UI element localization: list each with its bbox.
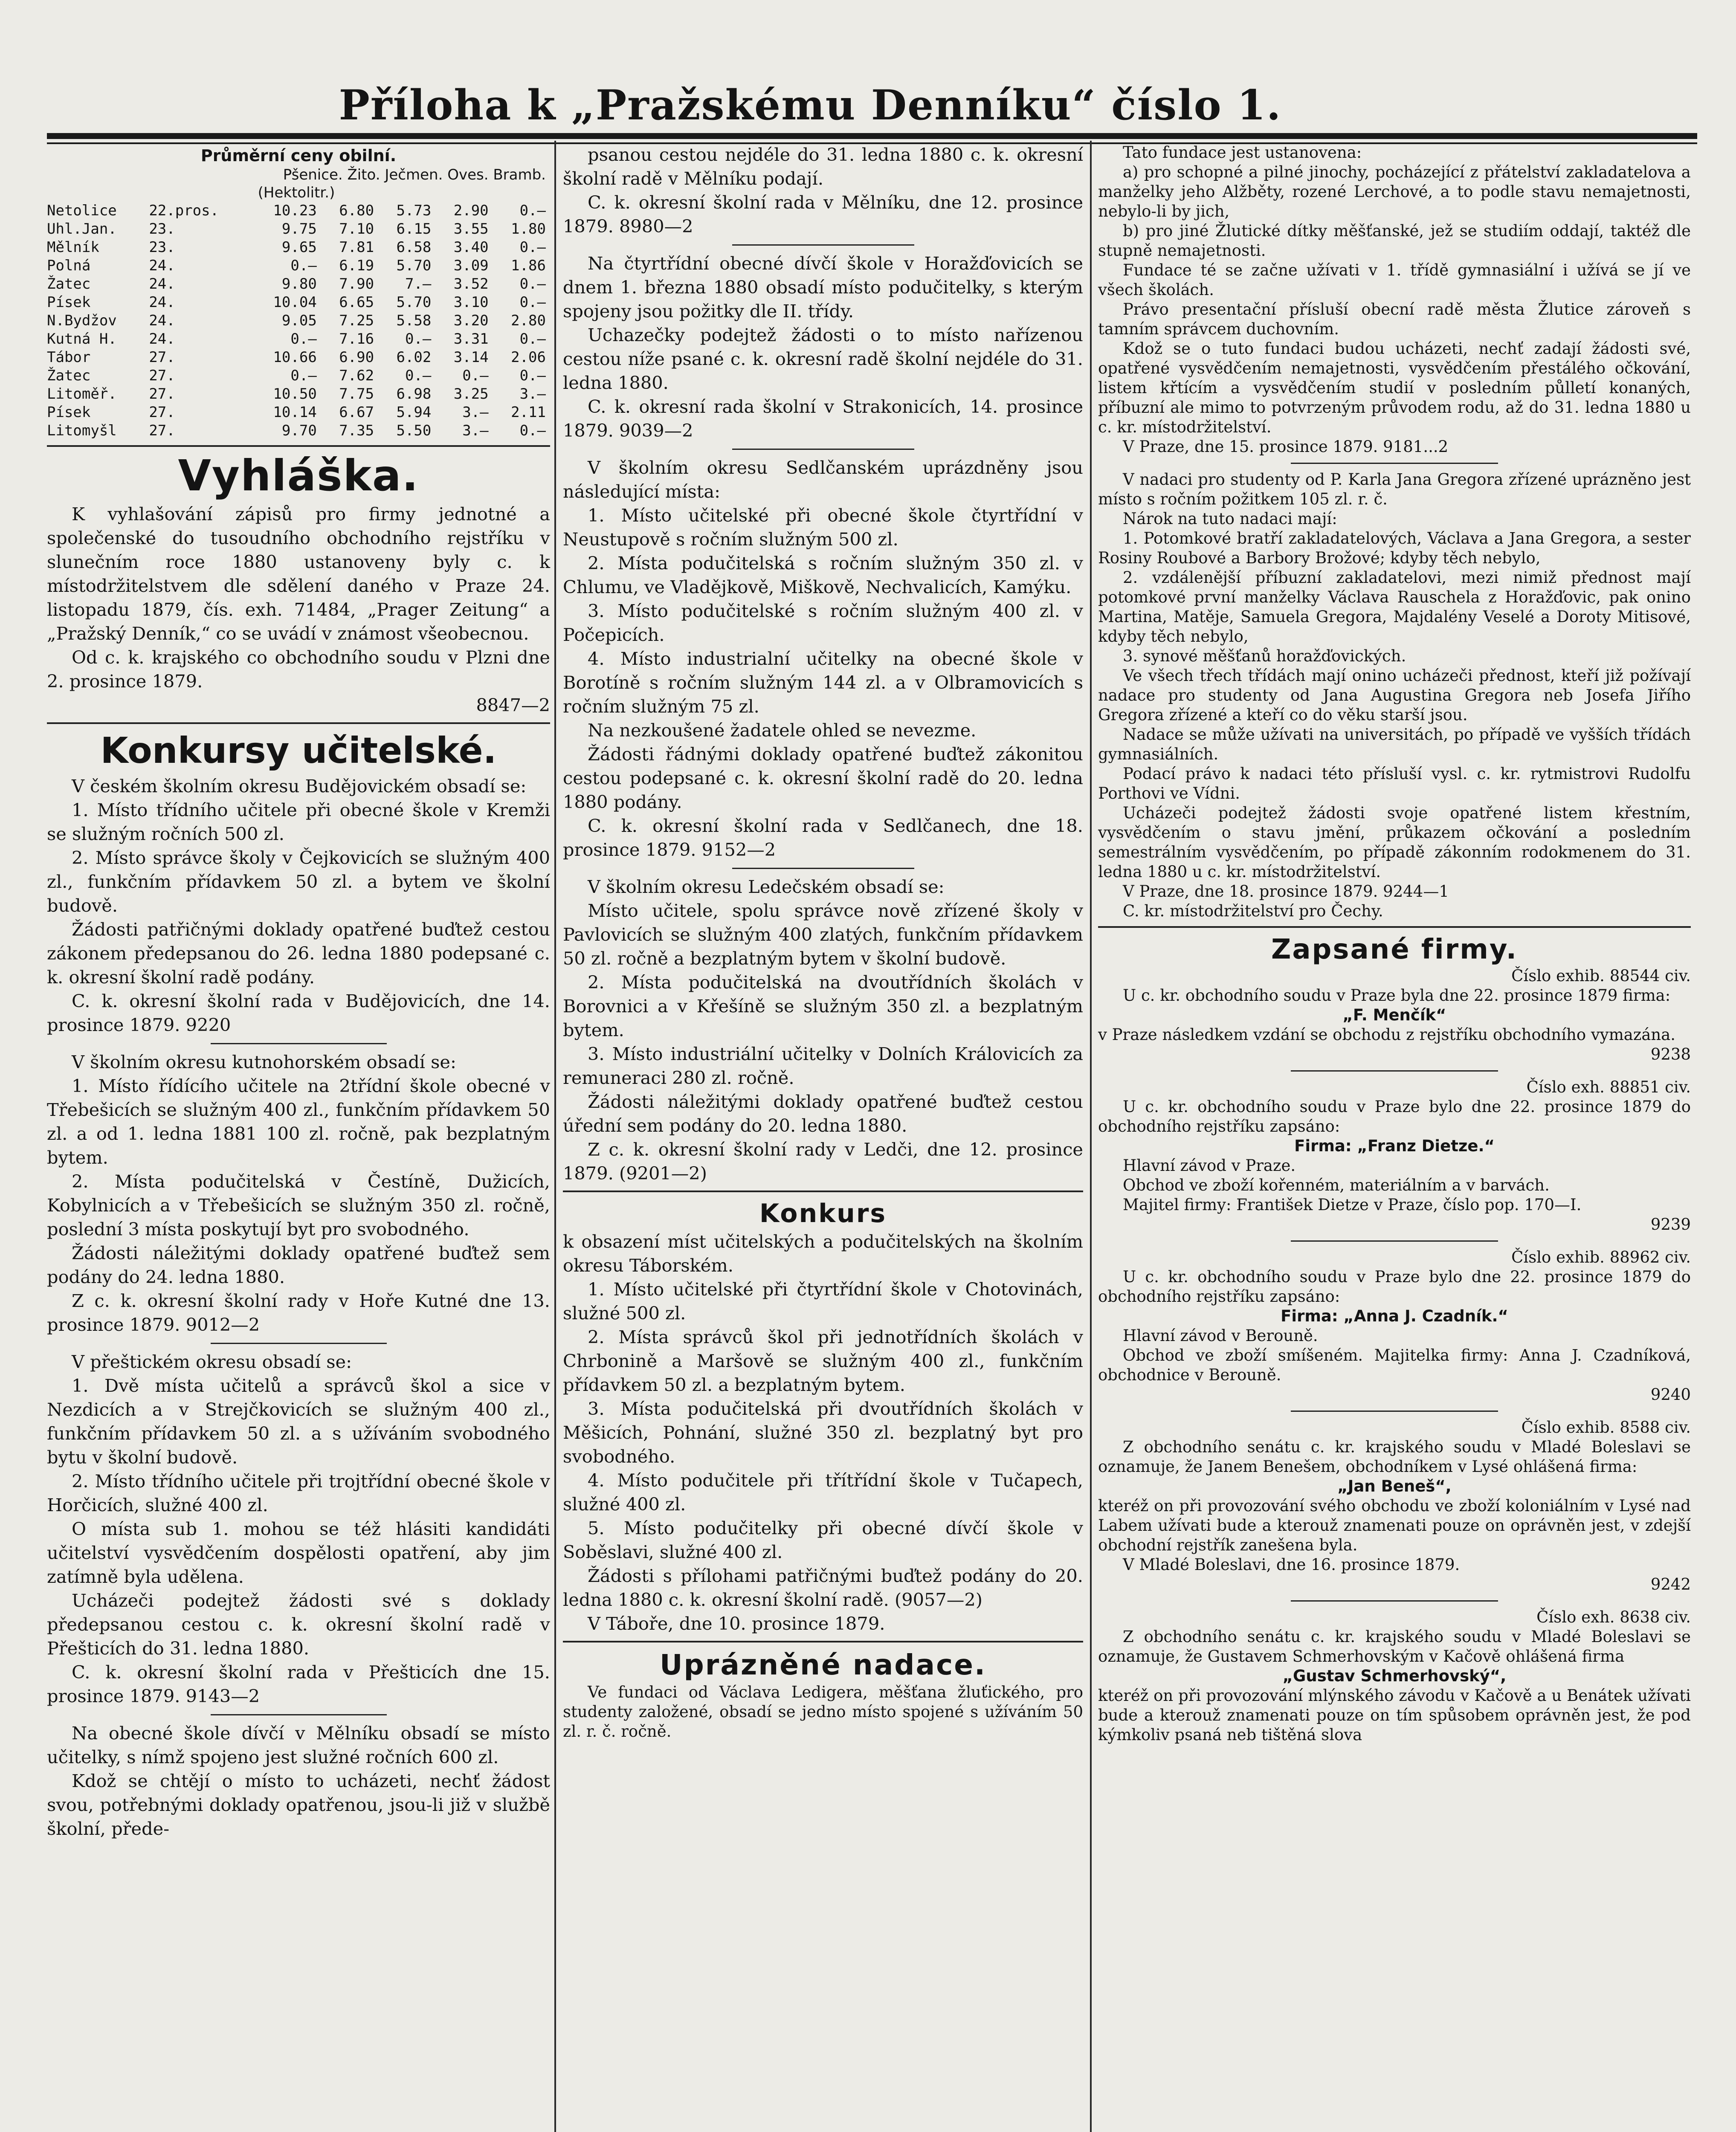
date-cell: 22.pros. bbox=[149, 202, 219, 219]
paragraph: Majitel firmy: František Dietze v Praze, číslo pop. 170—I. bbox=[1123, 1196, 1582, 1214]
column-2 bbox=[563, 143, 1083, 1741]
paragraph: 1. Místo řídícího učitele na 2třídní škole obecné v Třebešicích se služným 400 zl., funkčním přídavkem 50 zl. a od 1. ledna 1881 100 zl. ročně, pak bezplatným bytem. bbox=[47, 1075, 550, 1168]
paragraph: Fundace té se začne užívati v 1. třídě gymnasiální i užívá se jí ve všech školách. bbox=[1098, 261, 1691, 299]
reference-number: 9239 bbox=[1650, 1215, 1691, 1234]
reference-number: 9242 bbox=[1650, 1575, 1691, 1593]
paragraph: 1. Potomkové bratří zakladatelových, Václava a Jana Gregora, a sester Rosiny Roubové a Barbory Brožové; kdyby těch nebylo, bbox=[1098, 529, 1691, 567]
price-cell: 0.— bbox=[519, 330, 546, 348]
price-cell: 9.75 bbox=[281, 220, 317, 238]
price-cell: 9.65 bbox=[281, 239, 317, 256]
page-title: Příloha k „Pražskému Denníku“ číslo 1. bbox=[339, 81, 1282, 129]
price-cell: 2.06 bbox=[511, 349, 546, 366]
date-cell: 27. bbox=[149, 367, 175, 384]
price-cell: 3.20 bbox=[453, 312, 489, 329]
paragraph: 5. Místo podučitelky při obecné dívčí škole v Soběslavi, služné 400 zl. bbox=[563, 1518, 1083, 1562]
price-cell: 7.81 bbox=[339, 239, 374, 256]
notice-gregora bbox=[1098, 470, 1691, 921]
price-cell: 0.— bbox=[519, 367, 546, 384]
notice-ledigera bbox=[1098, 143, 1691, 457]
price-cell: 6.80 bbox=[339, 202, 374, 219]
town-cell: Litomyšl bbox=[47, 422, 117, 439]
price-row bbox=[47, 293, 550, 312]
divider bbox=[732, 244, 914, 246]
price-cell: 0.— bbox=[290, 330, 317, 348]
paragraph: Ve všech třech třídách mají onino ucházeči přednost, kteří již požívají nadace pro studenty od Jana Augustina Gregora neb Josefa Jiřího Gregora zřízené a kteří co do věku starší jsou. bbox=[1098, 666, 1691, 724]
price-cell: 3.— bbox=[462, 404, 489, 421]
section-heading-nadace: Uprázněné nadace. bbox=[659, 1648, 987, 1681]
price-cell: 6.67 bbox=[339, 404, 374, 421]
price-row bbox=[47, 257, 550, 275]
notice-horazdovice bbox=[563, 252, 1083, 443]
paragraph: V Praze, dne 15. prosince 1879. 9181...2 bbox=[1123, 437, 1449, 456]
price-cell: 5.73 bbox=[396, 202, 432, 219]
paragraph: Místo učitele, spolu správce nově zřízené školy v Pavlovicích se služným 400 zlatých, funkčním přídavkem 50 zl. ročně a bezplatným bytem v školní budově. bbox=[563, 900, 1083, 969]
price-cell: 2.90 bbox=[453, 202, 489, 219]
section-heading-vyhlaska: Vyhláška. bbox=[178, 451, 419, 501]
paragraph: kteréž on při provozování mlýnského závodu v Kačově a u Benátek užívati bude a kterouž znamenati pouze on tím spůsobem oprávněn jest, že pod kýmkoliv psaná neb tištěná slova bbox=[1098, 1686, 1691, 1744]
price-row bbox=[47, 312, 550, 330]
paragraph: V Praze, dne 18. prosince 1879. 9244—1 bbox=[1123, 882, 1449, 901]
paragraph: 2. Místa správců škol při jednotřídních školách v Chrbonině a Maršově se služným 400 zl., funkčním přídavkem 50 zl. a bezplatným bytem. bbox=[563, 1327, 1083, 1395]
paragraph: Žádosti náležitými doklady opatřené buďtež sem podány do 24. ledna 1880. bbox=[47, 1243, 550, 1287]
price-cell: 3.— bbox=[519, 385, 546, 403]
divider bbox=[47, 722, 550, 724]
town-cell: Tábor bbox=[47, 349, 91, 366]
date-cell: 27. bbox=[149, 349, 175, 366]
paragraph: C. k. okresní školní rada v Budějovicích, dne 14. prosince 1879. 9220 bbox=[47, 991, 550, 1035]
town-cell: Netolice bbox=[47, 202, 117, 219]
date-cell: 27. bbox=[149, 422, 175, 439]
column-1 bbox=[47, 143, 550, 1841]
date-cell: 27. bbox=[149, 404, 175, 421]
paragraph: V přeštickém okresu obsadí se: bbox=[72, 1351, 352, 1372]
price-row bbox=[47, 348, 550, 367]
price-row bbox=[47, 385, 550, 403]
notice-kutnohora bbox=[47, 1050, 550, 1337]
price-row bbox=[47, 202, 550, 220]
paragraph: Ucházeči podejtež žádosti svoje opatřené listem křestním, vysvědčením o stavu jmění, průkazem očkování a posledním semestrálním vysvědčením, po případě zákonním rodokmenem do 31. ledna 1880 u c. kr. místodržitelství. bbox=[1098, 804, 1691, 881]
date-cell: 23. bbox=[149, 239, 175, 256]
divider bbox=[1291, 1411, 1498, 1412]
reference-number: 9238 bbox=[1650, 1045, 1691, 1063]
paragraph: Na obecné škole dívčí v Mělníku obsadí se místo učitelky, s nímž spojeno jest služné ročních 600 zl. bbox=[47, 1723, 550, 1767]
price-cell: 10.50 bbox=[273, 385, 317, 403]
town-cell: Žatec bbox=[47, 275, 91, 293]
paragraph: U c. kr. obchodního soudu v Praze bylo dne 22. prosince 1879 do obchodního rejstříku zapsáno: bbox=[1098, 1098, 1691, 1136]
paragraph: Na čtyrtřídní obecné dívčí škole v Horažďovicích se dnem 1. března 1880 obsadí místo podučitelky, s kterým spojeny jsou požitky dle II. třídy. bbox=[563, 253, 1083, 322]
price-cell: 3.10 bbox=[453, 294, 489, 311]
paragraph: kteréž on při provozování svého obchodu ve zboží koloniálním v Lysé nad Labem užívati bude a kterouž znamenati pouze on oprávněn jest, v zdejší obchodní rejstřík zanešena byla. bbox=[1098, 1497, 1691, 1554]
paragraph: Žádosti řádnými doklady opatřené buďtež zákonitou cestou podepsané c. k. okresní školní radě do 20. ledna 1880 podány. bbox=[563, 744, 1083, 812]
notice-sedlcany bbox=[563, 456, 1083, 862]
town-cell: Písek bbox=[47, 404, 91, 421]
firm-name: „Gustav Schmerhovský“, bbox=[1282, 1667, 1507, 1685]
paragraph: Z obchodního senátu c. kr. krajského soudu v Mladé Boleslavi se oznamuje, že Janem Benešem, obchodníkem v Lysé ohlášená firma: bbox=[1098, 1438, 1691, 1476]
reference-number: 9240 bbox=[1650, 1385, 1691, 1404]
firm-name: Firma: „Anna J. Czadník.“ bbox=[1281, 1307, 1508, 1325]
town-cell: Kutná H. bbox=[47, 330, 117, 348]
exhibit-number: Číslo exh. 8638 civ. bbox=[1536, 1608, 1691, 1626]
firm-name: Firma: „Franz Dietze.“ bbox=[1294, 1137, 1495, 1155]
notice-tabor bbox=[563, 1277, 1083, 1636]
exhibit-number: Číslo exhib. 88962 civ. bbox=[1511, 1248, 1691, 1266]
reference-number: 8847—2 bbox=[476, 695, 550, 715]
date-cell: 24. bbox=[149, 330, 175, 348]
paragraph: k obsazení míst učitelských a podučitelských na školním okresu Táborském. bbox=[563, 1231, 1083, 1276]
town-cell: Litoměř. bbox=[47, 385, 117, 403]
exhibit-number: Číslo exh. 88851 civ. bbox=[1526, 1078, 1691, 1096]
divider bbox=[563, 1641, 1083, 1642]
price-cell: 5.50 bbox=[396, 422, 432, 439]
notice-ledec bbox=[563, 875, 1083, 1185]
paragraph: Obchod ve zboží kořenném, materiálním a v barvách. bbox=[1123, 1176, 1550, 1194]
paragraph: 3. Místa podučitelská při dvoutřídních školách v Měšicích, Pohnání, služné 350 zl. bezplatný byt pro svobodného. bbox=[563, 1398, 1083, 1467]
price-cell: 2.80 bbox=[511, 312, 546, 329]
paragraph: 2. Místa podučitelská na dvoutřídních školách v Borovnici a v Křešíně se služným 350 zl. a bezplatným bytem. bbox=[563, 972, 1083, 1040]
price-cell: 0.— bbox=[462, 367, 489, 384]
divider bbox=[211, 1043, 387, 1044]
price-cell: 1.86 bbox=[511, 257, 546, 274]
price-cell: 10.66 bbox=[273, 349, 317, 366]
paragraph: Žádosti patřičnými doklady opatřené buďtež cestou zákonem předepsanou do 26. ledna 1880 podepsané c. k. okresní školní radě podány. bbox=[47, 919, 550, 988]
column-3 bbox=[1098, 143, 1691, 1745]
prices-columns: Pšenice. Žito. Ječmen. Oves. Bramb. bbox=[283, 166, 546, 183]
paragraph: 1. Dvě místa učitelů a správců škol a sice v Nezdicích a v Strejčkovicích se služným 400 zl., funkčním přídavkem 50 zl. a s užíváním svobodného bytu v školní budově. bbox=[47, 1375, 550, 1468]
price-cell: 6.15 bbox=[396, 220, 432, 238]
paragraph: Hlavní závod v Praze. bbox=[1123, 1156, 1296, 1175]
paragraph: 2. vzdálenější příbuzní zakladatelovi, mezi nimiž přednost mají potomkové první manželky Václava Rauschela z Horažďovic, pak onino Martina, Matěje, Samuela Gregora, Majdalény Veselé a Doroty Mitisové, kdyby těch nebylo, bbox=[1098, 568, 1691, 646]
prices-table bbox=[47, 202, 550, 440]
price-cell: 6.02 bbox=[396, 349, 432, 366]
paragraph: Z c. k. okresní školní rady v Ledči, dne 12. prosince 1879. (9201—2) bbox=[563, 1139, 1083, 1184]
paragraph: Žádosti s přílohami patřičnými buďtež podány do 20. ledna 1880 c. k. okresní školní radě. (9057—2) bbox=[563, 1565, 1083, 1610]
paragraph: V Mladé Boleslavi, dne 16. prosince 1879. bbox=[1123, 1556, 1460, 1574]
paragraph: 2. Místa podučitelská s ročním služným 350 zl. v Chlumu, ve Vladějkově, Miškově, Nechvalicích, Kamýku. bbox=[563, 553, 1083, 597]
paragraph: Tato fundace jest ustanovena: bbox=[1123, 143, 1362, 162]
price-cell: 5.70 bbox=[396, 257, 432, 274]
paragraph: Od c. k. krajského co obchodního soudu v Plzni dne 2. prosince 1879. bbox=[47, 647, 550, 692]
price-cell: 5.70 bbox=[396, 294, 432, 311]
paragraph: 4. Místo industrialní učitelky na obecné škole v Borotíně s ročním služným 144 zl. a v Olbramovicích s ročním služným 75 zl. bbox=[563, 648, 1083, 717]
firm-entry bbox=[1098, 966, 1691, 1064]
paragraph: V školním okresu kutnohorském obsadí se: bbox=[72, 1052, 456, 1072]
paragraph: psanou cestou nejdéle do 31. ledna 1880 c. k. okresní školní radě v Mělníku podají. bbox=[563, 144, 1083, 189]
price-cell: 3.31 bbox=[453, 330, 489, 348]
price-cell: 1.80 bbox=[511, 220, 546, 238]
paragraph: U c. kr. obchodního soudu v Praze byla dne 22. prosince 1879 firma: bbox=[1123, 986, 1671, 1005]
prices-title: Průměrní ceny obilní. bbox=[200, 146, 397, 165]
paragraph: C. kr. místodržitelství pro Čechy. bbox=[1123, 902, 1383, 920]
price-cell: 0.— bbox=[519, 239, 546, 256]
date-cell: 27. bbox=[149, 385, 175, 403]
divider bbox=[732, 868, 914, 869]
paragraph: Uchazečky podejtež žádosti o to místo nařízenou cestou níže psané c. k. okresní radě školní nejdéle do 31. ledna 1880. bbox=[563, 324, 1083, 393]
paragraph: Podací právo k nadaci této přísluší vysl. c. kr. rytmistrovi Rudolfu Porthovi ve Vídni. bbox=[1098, 765, 1691, 802]
price-cell: 6.98 bbox=[396, 385, 432, 403]
paragraph: Obchod ve zboží smíšeném. Majitelka firmy: Anna J. Czadníková, obchodnice v Berouně. bbox=[1098, 1346, 1691, 1384]
divider bbox=[211, 1343, 387, 1344]
price-cell: 3.14 bbox=[453, 349, 489, 366]
price-cell: 10.14 bbox=[273, 404, 317, 421]
price-cell: 3.55 bbox=[453, 220, 489, 238]
paragraph: 3. Místo industriální učitelky v Dolních Královicích za remuneraci 280 zl. ročně. bbox=[563, 1043, 1083, 1088]
price-cell: 7.25 bbox=[339, 312, 374, 329]
divider bbox=[1291, 1240, 1498, 1242]
price-cell: 6.19 bbox=[339, 257, 374, 274]
section-heading-firmy: Zapsané firmy. bbox=[1271, 934, 1518, 965]
paragraph: Na nezkoušené žadatele ohled se nevezme. bbox=[588, 720, 977, 741]
price-row bbox=[47, 403, 550, 422]
divider bbox=[1098, 926, 1691, 928]
paragraph: Nárok na tuto nadaci mají: bbox=[1123, 510, 1337, 528]
date-cell: 24. bbox=[149, 257, 175, 274]
paragraph: Z obchodního senátu c. kr. krajského soudu v Mladé Boleslavi se oznamuje, že Gustavem Schmerhovským v Kačově ohlášená firma bbox=[1098, 1628, 1691, 1666]
divider bbox=[563, 1191, 1083, 1192]
firm-entry bbox=[1098, 1248, 1691, 1405]
column-divider bbox=[1090, 141, 1092, 2132]
price-cell: 0.— bbox=[519, 294, 546, 311]
price-cell: 0.— bbox=[405, 330, 432, 348]
price-cell: 3.40 bbox=[453, 239, 489, 256]
price-cell: 7.35 bbox=[339, 422, 374, 439]
price-cell: 6.58 bbox=[396, 239, 432, 256]
price-cell: 0.— bbox=[519, 422, 546, 439]
paragraph: Právo presentační přísluší obecní radě města Žlutice zároveň s tamním správcem duchovním. bbox=[1098, 300, 1691, 338]
divider bbox=[1291, 1600, 1498, 1602]
town-cell: Mělník bbox=[47, 239, 99, 256]
paragraph: V Táboře, dne 10. prosince 1879. bbox=[588, 1613, 885, 1634]
price-cell: 7.90 bbox=[339, 275, 374, 293]
price-cell: 0.— bbox=[290, 257, 317, 274]
paragraph: V školním okresu Sedlčanském uprázdněny jsou následující místa: bbox=[563, 457, 1083, 502]
paragraph: C. k. okresní školní rada v Sedlčanech, dne 18. prosince 1879. 9152—2 bbox=[563, 815, 1083, 860]
town-cell: Žatec bbox=[47, 367, 91, 384]
price-cell: 9.05 bbox=[281, 312, 317, 329]
price-cell: 7.— bbox=[405, 275, 432, 293]
paragraph: 2. Místo třídního učitele při trojtřídní obecné škole v Horčicích, služné 400 zl. bbox=[47, 1471, 550, 1515]
paragraph: V českém školním okresu Budějovickém obsadí se: bbox=[72, 776, 527, 797]
town-cell: Uhl.Jan. bbox=[47, 220, 117, 238]
price-cell: 9.80 bbox=[281, 275, 317, 293]
price-cell: 3.25 bbox=[453, 385, 489, 403]
notice-budejovice bbox=[47, 774, 550, 1037]
paragraph: Hlavní závod v Berouně. bbox=[1123, 1327, 1318, 1345]
paragraph: Kdož se chtějí o místo to ucházeti, nechť žádost svou, potřebnými doklady opatřenou, jsou-li již v službě školní, přede- bbox=[47, 1770, 550, 1839]
town-cell: Polná bbox=[47, 257, 91, 274]
paragraph: O místa sub 1. mohou se též hlásiti kandidáti učitelství vysvědčením dospělosti opatření, aby jim zatímně byla udělena. bbox=[47, 1518, 550, 1587]
price-cell: 0.— bbox=[519, 275, 546, 293]
firm-entry bbox=[1098, 1418, 1691, 1594]
firm-entry bbox=[1098, 1608, 1691, 1745]
column-divider bbox=[554, 141, 556, 2132]
price-cell: 9.70 bbox=[281, 422, 317, 439]
price-row bbox=[47, 220, 550, 238]
price-cell: 2.11 bbox=[511, 404, 546, 421]
price-cell: 7.16 bbox=[339, 330, 374, 348]
price-cell: 7.10 bbox=[339, 220, 374, 238]
paragraph: 1. Místo učitelské při obecné škole čtyrtřídní v Neustupově s ročním služným 500 zl. bbox=[563, 505, 1083, 550]
prices-unit: (Hektolitr.) bbox=[258, 184, 335, 201]
exhibit-number: Číslo exhib. 88544 civ. bbox=[1511, 967, 1691, 985]
date-cell: 24. bbox=[149, 275, 175, 293]
paragraph: V školním okresu Ledečském obsadí se: bbox=[588, 876, 945, 897]
paragraph: 2. Místa podučitelská v Čestíně, Dužicích, Kobylnicích a v Třebešicích se služným 350 zl. ročně, poslední 3 místa poskytují byt pro svobodného. bbox=[47, 1171, 550, 1240]
price-cell: 5.58 bbox=[396, 312, 432, 329]
divider bbox=[1291, 1070, 1498, 1072]
divider bbox=[47, 445, 550, 447]
paragraph: C. k. okresní rada školní v Strakonicích, 14. prosince 1879. 9039—2 bbox=[563, 396, 1083, 441]
paragraph: C. k. okresní školní rada v Mělníku, dne 12. prosince 1879. 8980—2 bbox=[563, 192, 1083, 237]
date-cell: 23. bbox=[149, 220, 175, 238]
firm-name: „F. Menčík“ bbox=[1342, 1006, 1446, 1024]
notice-prestice bbox=[47, 1350, 550, 1708]
paragraph: b) pro jiné Žlutické dítky měšťanské, jež se studiím oddají, taktéž dle stupně nemajetnosti. bbox=[1098, 222, 1691, 260]
price-cell: 3.— bbox=[462, 422, 489, 439]
divider bbox=[1291, 463, 1498, 464]
firm-entry bbox=[1098, 1078, 1691, 1234]
paragraph: C. k. okresní školní rada v Přešticích dne 15. prosince 1879. 9143—2 bbox=[47, 1662, 550, 1706]
divider bbox=[211, 1714, 387, 1715]
price-cell: 10.23 bbox=[273, 202, 317, 219]
notice-melnik bbox=[47, 1721, 550, 1841]
price-cell: 7.75 bbox=[339, 385, 374, 403]
paragraph: 4. Místo podučitele při třítřídní škole v Tučapech, služné 400 zl. bbox=[563, 1470, 1083, 1515]
section-heading-konkurs: Konkurs bbox=[759, 1199, 887, 1228]
price-cell: 0.— bbox=[519, 202, 546, 219]
price-cell: 5.94 bbox=[396, 404, 432, 421]
price-cell: 6.90 bbox=[339, 349, 374, 366]
price-cell: 7.62 bbox=[339, 367, 374, 384]
exhibit-number: Číslo exhib. 8588 civ. bbox=[1521, 1418, 1691, 1437]
paragraph: 2. Místo správce školy v Čejkovicích se služným 400 zl., funkčním přídavkem 50 zl. a bytem ve školní budově. bbox=[47, 847, 550, 916]
section-heading-konkursy: Konkursy učitelské. bbox=[100, 730, 497, 771]
price-row bbox=[47, 367, 550, 385]
paragraph: Nadace se může užívati na universitách, po případě ve vyšších třídách gymnasiálních. bbox=[1098, 725, 1691, 763]
price-cell: 3.09 bbox=[453, 257, 489, 274]
paragraph: 3. Místo podučitelské s ročním služným 400 zl. v Počepicích. bbox=[563, 600, 1083, 645]
paragraph: Ucházeči podejtež žádosti své s doklady předepsanou cestou c. k. okresní školní radě v Přešticích do 31. ledna 1880. bbox=[47, 1590, 550, 1659]
paragraph: K vyhlašování zápisů pro firmy jednotné a společenské do tusoudního obchodního rejstříku v slunečním roce 1880 ustanoveny byly c. k místodržitelstvem dle sdělení daného v Praze 24. listopadu 1879, čís. exh. 71484, „Prager Zeitung“ a „Pražský Denník,“ co se uvádí v známost všeobecnou. bbox=[47, 504, 550, 644]
price-row bbox=[47, 238, 550, 257]
paragraph: Z c. k. okresní školní rady v Hoře Kutné dne 13. prosince 1879. 9012—2 bbox=[47, 1290, 550, 1335]
price-cell: 0.— bbox=[405, 367, 432, 384]
header-rule bbox=[47, 133, 1697, 139]
paragraph: 1. Místo třídního učitele při obecné škole v Kremži se služným ročních 500 zl. bbox=[47, 800, 550, 844]
notice-melnik-cont bbox=[563, 143, 1083, 238]
town-cell: Písek bbox=[47, 294, 91, 311]
price-cell: 6.65 bbox=[339, 294, 374, 311]
paragraph: v Praze následkem vzdání se obchodu z rejstříku obchodního vymazána. bbox=[1098, 1025, 1676, 1044]
firm-name: „Jan Beneš“, bbox=[1337, 1477, 1452, 1495]
price-row bbox=[47, 422, 550, 440]
paragraph: 1. Místo učitelské při čtyrtřídní škole v Chotovinách, služné 500 zl. bbox=[563, 1279, 1083, 1324]
price-row bbox=[47, 330, 550, 348]
price-cell: 10.04 bbox=[273, 294, 317, 311]
paragraph: Žádosti náležitými doklady opatřené buďtež cestou úřední sem podány do 20. ledna 1880. bbox=[563, 1091, 1083, 1136]
date-cell: 24. bbox=[149, 294, 175, 311]
price-cell: 0.— bbox=[290, 367, 317, 384]
price-cell: 3.52 bbox=[453, 275, 489, 293]
paragraph: Kdož se o tuto fundaci budou ucházeti, nechť zadají žádosti své, opatřené vysvědčením nemajetnosti, vysvědčením přestálého očkování, listem křtícím a vysvědčením studií v posledním půlletí konaných, příbuzní ale mimo to potvrzeným průvodem rodu, až do 31. ledna 1880 u c. kr. místodržitelství. bbox=[1098, 339, 1691, 436]
divider bbox=[732, 449, 914, 450]
paragraph: 3. synové měšťanů horažďovických. bbox=[1123, 647, 1406, 665]
date-cell: 24. bbox=[149, 312, 175, 329]
paragraph: U c. kr. obchodního soudu v Praze bylo dne 22. prosince 1879 do obchodního rejstříku zapsáno: bbox=[1098, 1268, 1691, 1306]
paragraph: Ve fundaci od Václava Ledigera, měšťana žluťického, pro studenty založené, obsadí se jedno místo spojené s užíváním 50 zl. r. č. ročně. bbox=[563, 1683, 1083, 1741]
paragraph: a) pro schopné a pilné jinochy, pocházející z přátelství zakladatelova a manželky jeho Alžběty, rozené Lerchové, a to podle stavu nemajetnosti, nebylo-li by jich, bbox=[1098, 163, 1691, 220]
town-cell: N.Bydžov bbox=[47, 312, 117, 329]
paragraph: V nadaci pro studenty od P. Karla Jana Gregora zřízené uprázněno jest místo s ročním požitkem 105 zl. r. č. bbox=[1098, 470, 1691, 508]
price-row bbox=[47, 275, 550, 293]
